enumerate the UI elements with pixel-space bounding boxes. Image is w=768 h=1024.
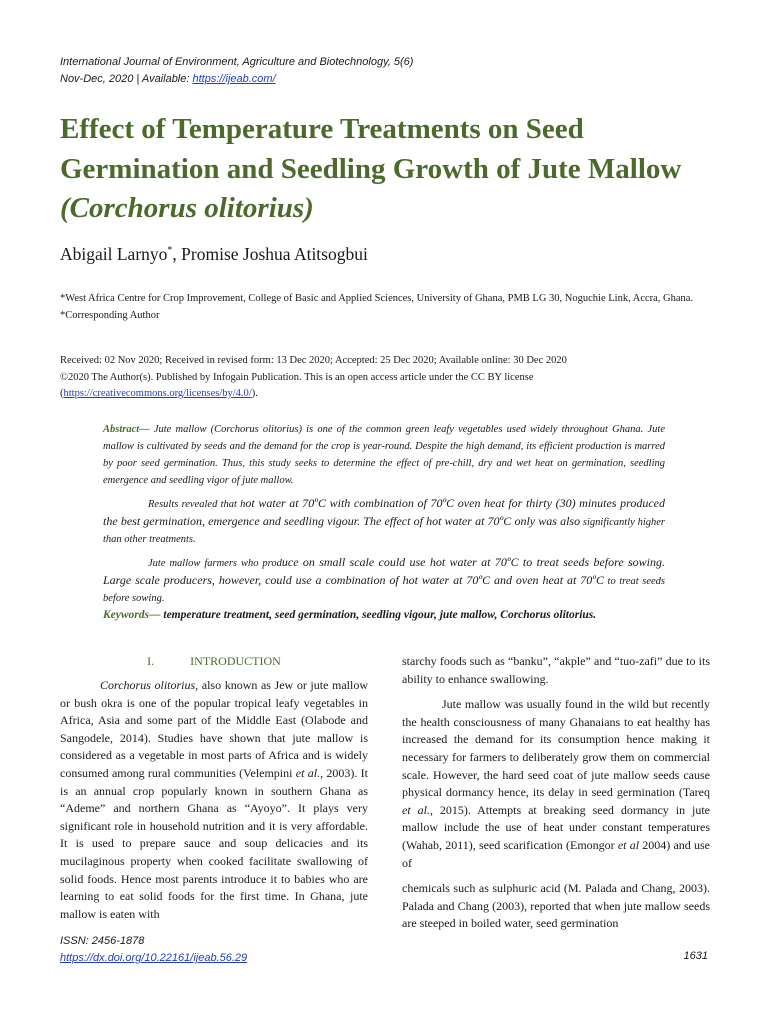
issn: ISSN: 2456-1878 — [60, 935, 145, 947]
doi-link[interactable]: https://dx.doi.org/10.22161/ijeab.56.29 — [60, 952, 248, 964]
keywords-text: temperature treatment, seed germination, seedling vigour, jute mallow, Corchorus olitorius. — [163, 609, 597, 621]
right-column — [402, 653, 710, 933]
intro-paragraph-3 — [402, 696, 710, 872]
issue-text: Nov-Dec, 2020 | Available: — [60, 73, 193, 85]
abstract-block — [103, 421, 665, 624]
abstract-text-2c: significantly higher than other treatments. — [103, 517, 666, 545]
abstract-p1 — [103, 421, 665, 489]
intro-paragraph-2: starchy foods such as “banku”, “akple” and “tuo-zafi” due to its ability to enhance swallowing. — [402, 654, 710, 686]
abstract-text-2b: ot water at 70ºC with combination of 70ºC oven heat for thirty (30) minutes produced the best germination, emergence and seedling vigour. The effect of hot water at 70ºC only was also — [103, 496, 666, 528]
section-title: INTRODUCTION — [190, 654, 281, 668]
keywords-dash: — — [149, 609, 164, 621]
intro-text-3b: , 2015). Attempts at breaking seed dormancy in jute mallow include the use of heat under constant temperatures (Wahab, 2011), seed scarification (Emongor — [402, 802, 711, 852]
author-first: Abigail Larnyo — [60, 243, 168, 264]
title-species: (Corchorus olitorius) — [60, 192, 314, 224]
intro-text-3c: 2004) and use of — [402, 837, 710, 870]
doi-line — [60, 950, 710, 967]
intro-paragraph-4: chemicals such as sulphuric acid (M. Palada and Chang, 2003). Palada and Chang (2003), reported that when jute mallow seeds are steeped in boiled water, seed germination — [402, 881, 710, 931]
license-close: ). — [251, 388, 258, 399]
article-history — [60, 353, 712, 403]
intro-text-1a: also known as Jew or jute mallow or bush okra is one of the popular tropical leafy vegetables in Africa, Asia and some part of the Middle East (Olabode and Sangodele, 2014). Studies have shown that jute mallow is considered as a vegetable in most parts of Africa and is widely consumed among rural communities (Velempini — [60, 678, 368, 780]
abstract-p3 — [103, 554, 665, 607]
journal-link[interactable]: https://ijeab.com/ — [192, 73, 276, 85]
section-number: I. — [147, 654, 155, 668]
copyright-line: ©2020 The Author(s). Published by Infogain Publication. This is an open access article under the CC BY license — [60, 371, 534, 383]
abstract-p2 — [103, 495, 665, 548]
keywords-label: Keywords — [103, 609, 149, 621]
abstract-dash: — — [139, 424, 154, 435]
corresponding-author: *Corresponding Author — [60, 309, 160, 321]
species-name: Corchorus olitorius, — [100, 678, 199, 692]
abstract-text-2a: Results revealed that h — [148, 499, 246, 510]
affiliation-line: *West Africa Centre for Crop Improvement, College of Basic and Applied Sciences, University of Ghana, PMB LG 30, Noguchie Link, Accra, Ghana. — [60, 293, 694, 304]
page-footer — [60, 933, 710, 967]
author-rest: , Promise Joshua Atitsogbui — [172, 243, 368, 264]
intro-paragraph-1 — [60, 677, 368, 923]
corresponding-mark: * — [167, 245, 173, 256]
affiliation — [60, 291, 712, 324]
keywords — [103, 607, 665, 624]
section-heading — [60, 653, 368, 670]
abstract-text-1: Jute mallow (Corchorus olitorius) is one of the common green leafy vegetables used widely throughout Ghana. Jute mallow is cultivated by seeds and the demand for the crop is year-round. Despite the high demand, its efficient production is marred by poor seed germination. Thus, this study seeks to determine the effect of pre-chill, dry and wet heat on germination, seedling emergence and seedling vigor of jute mallow. — [103, 424, 665, 486]
issue-line — [60, 71, 720, 88]
left-column — [60, 653, 368, 923]
title-main: Effect of Temperature Treatments on Seed Germination and Seedling Growth of Jute Mallow — [60, 113, 682, 185]
license-link[interactable]: https://creativecommons.org/licenses/by/4.0/ — [63, 388, 252, 399]
intro-text-3a: Jute mallow was usually found in the wild but recently the health consciousness of many Ghanaians to eat healthy has increased the demand for its consumption hence making it necessary for farmers to deliberately grow them on commercial scale. However, the hard seed coat of jute mallow seeds cause physical dormancy hence, its delay in seed germination (Tareq — [402, 697, 710, 800]
citation-etal-2: et al. — [402, 802, 430, 817]
journal-name: International Journal of Environment, Agriculture and Biotechnology, 5(6) — [60, 56, 414, 68]
intro-text-1b: , 2003). It is an annual crop popularly known in southern Ghana as “Ademe” and northern Ghana as “Ayoyo”. It plays very significant role in household nutrition and it is very affordable. It is used to prepare sauce and soup delicacies and its mucilaginous property when cooked facilitate swallowing of solid foods. Hence most parents introduce it to babies who are learning to eat solid foods for the first time. In Ghana, jute mallow is eaten with — [60, 765, 369, 921]
citation-etal-3: et al — [617, 837, 640, 852]
paper-title — [60, 110, 720, 229]
license-open: ( — [60, 388, 64, 399]
abstract-label: Abstract — [103, 424, 140, 435]
license-line — [60, 386, 712, 403]
abstract-text-3b: uce on small scale could use hot water at 70ºC to treat seeds before sowing. Large scale producers, however, could use a combination of hot water at 70ºC and oven heat at 70ºC — [103, 555, 666, 587]
journal-header — [60, 54, 720, 88]
abstract-text-3a: Jute mallow farmers who prod — [148, 558, 282, 569]
abstract-text-3c: to treat seeds before sowing. — [103, 576, 665, 604]
author-list — [60, 238, 368, 267]
history-line: Received: 02 Nov 2020; Received in revised form: 13 Dec 2020; Accepted: 25 Dec 2020; Available online: 30 Dec 2020 — [60, 355, 567, 366]
page-number: 1631 — [683, 950, 708, 962]
citation-etal: et al. — [295, 765, 321, 780]
